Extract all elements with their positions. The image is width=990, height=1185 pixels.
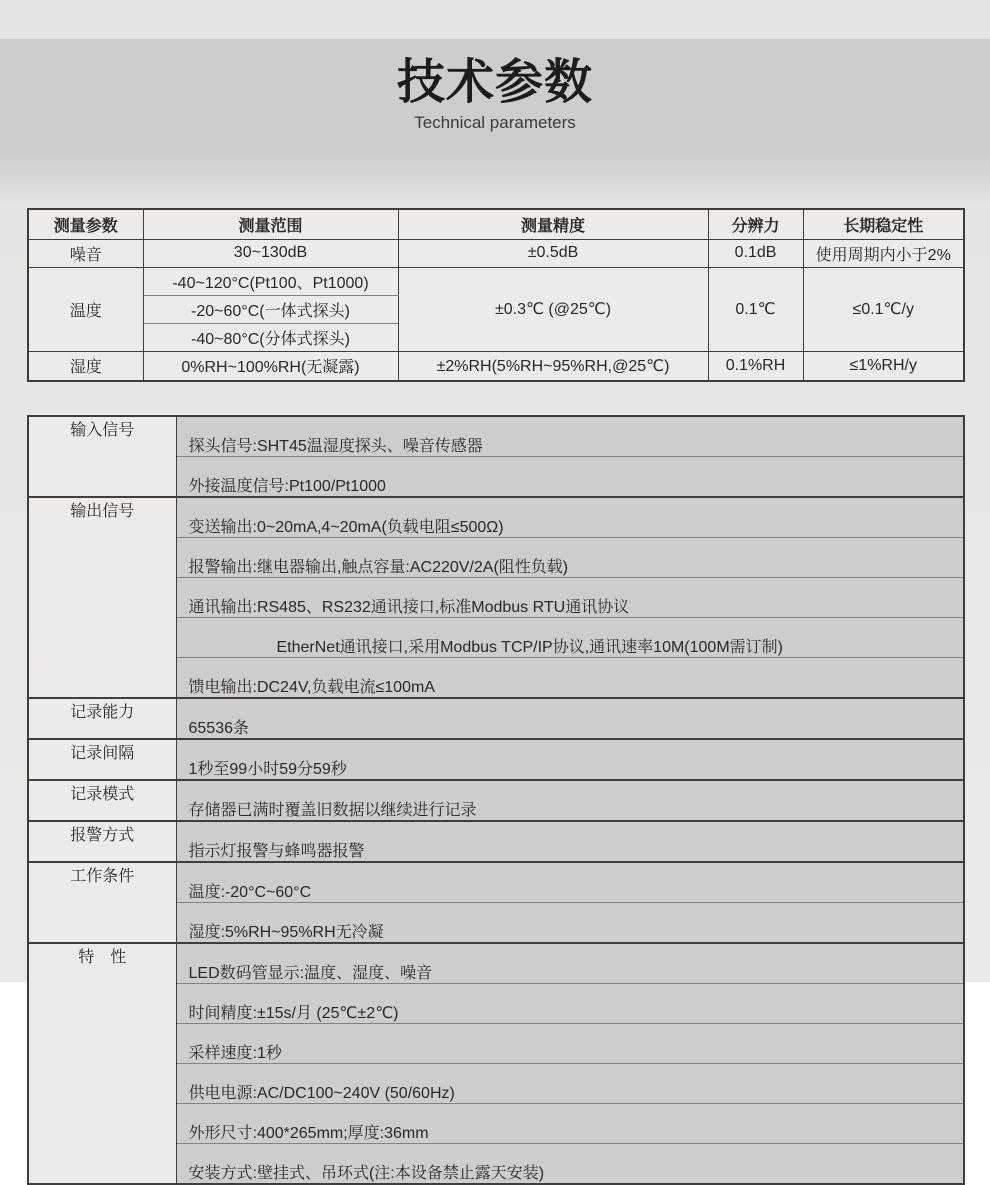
top-strip	[0, 0, 990, 39]
spec-humidity-resolution: 0.1%RH	[708, 351, 803, 381]
spec-header-param: 测量参数	[28, 209, 143, 239]
detail-table	[27, 415, 965, 1185]
spec-noise-stability: 使用周期内小于2%	[803, 239, 964, 267]
spec-temp-resolution: 0.1℃	[708, 267, 803, 351]
detail-line: 报警输出:继电器输出,触点容量:AC220V/2A(阻性负载)	[176, 538, 964, 578]
spec-noise-param: 噪音	[28, 239, 143, 267]
spec-temp-range-1: -20~60°C(一体式探头)	[143, 295, 398, 323]
detail-line: 馈电输出:DC24V,负载电流≤100mA	[176, 658, 964, 699]
page-title: 技术参数	[396, 56, 593, 109]
detail-line: 供电电源:AC/DC100~240V (50/60Hz)	[176, 1064, 964, 1104]
page-body	[0, 39, 990, 1182]
detail-line: 采样速度:1秒	[176, 1024, 964, 1064]
detail-label-alarm-mode: 报警方式	[28, 821, 176, 862]
detail-line: 外接温度信号:Pt100/Pt1000	[176, 457, 964, 498]
detail-label-working-conditions: 工作条件	[28, 862, 176, 943]
detail-label-output-signal: 输出信号	[28, 497, 176, 698]
spec-noise-accuracy: ±0.5dB	[398, 239, 708, 267]
spec-temp-accuracy: ±0.3℃ (@25℃)	[398, 267, 708, 351]
detail-line: 变送输出:0~20mA,4~20mA(负载电阻≤500Ω)	[176, 497, 964, 538]
detail-line: 存储器已满时覆盖旧数据以继续进行记录	[176, 780, 964, 821]
spec-humidity-accuracy: ±2%RH(5%RH~95%RH,@25℃)	[398, 351, 708, 381]
detail-line: 指示灯报警与蜂鸣器报警	[176, 821, 964, 862]
spec-temp-range-0: -40~120°C(Pt100、Pt1000)	[143, 267, 398, 295]
detail-line: 温度:-20°C~60°C	[176, 862, 964, 903]
detail-line: 安装方式:壁挂式、吊环式(注:本设备禁止露天安装)	[176, 1144, 964, 1185]
spec-header-range: 测量范围	[143, 209, 398, 239]
spec-temp-stability: ≤0.1℃/y	[803, 267, 964, 351]
detail-line: EtherNet通讯接口,采用Modbus TCP/IP协议,通讯速率10M(100M需订制)	[176, 618, 964, 658]
spec-noise-resolution: 0.1dB	[708, 239, 803, 267]
spec-header-stability: 长期稳定性	[803, 209, 964, 239]
detail-line: 1秒至99小时59分59秒	[176, 739, 964, 780]
spec-temp-param: 温度	[28, 267, 143, 351]
spec-temp-range-2: -40~80°C(分体式探头)	[143, 323, 398, 351]
spec-noise-range: 30~130dB	[143, 239, 398, 267]
detail-line: 65536条	[176, 698, 964, 739]
detail-line: 时间精度:±15s/月 (25℃±2℃)	[176, 984, 964, 1024]
detail-line: 通讯输出:RS485、RS232通讯接口,标准Modbus RTU通讯协议	[176, 578, 964, 618]
detail-label-record-mode: 记录模式	[28, 780, 176, 821]
detail-label-input-signal: 输入信号	[28, 416, 176, 497]
spec-table	[27, 208, 965, 382]
spec-header-accuracy: 测量精度	[398, 209, 708, 239]
detail-line: LED数码管显示:温度、湿度、噪音	[176, 943, 964, 984]
spec-humidity-stability: ≤1%RH/y	[803, 351, 964, 381]
detail-line: 外形尺寸:400*265mm;厚度:36mm	[176, 1104, 964, 1144]
detail-line: 湿度:5%RH~95%RH无冷凝	[176, 903, 964, 944]
spec-humidity-range: 0%RH~100%RH(无凝露)	[143, 351, 398, 381]
spec-humidity-param: 湿度	[28, 351, 143, 381]
detail-label-record-capacity: 记录能力	[28, 698, 176, 739]
spec-header-resolution: 分辨力	[708, 209, 803, 239]
detail-label-features: 特 性	[28, 943, 176, 1184]
page-subtitle: Technical parameters	[414, 113, 576, 132]
detail-label-record-interval: 记录间隔	[28, 739, 176, 780]
detail-line: 探头信号:SHT45温湿度探头、噪音传感器	[176, 416, 964, 457]
